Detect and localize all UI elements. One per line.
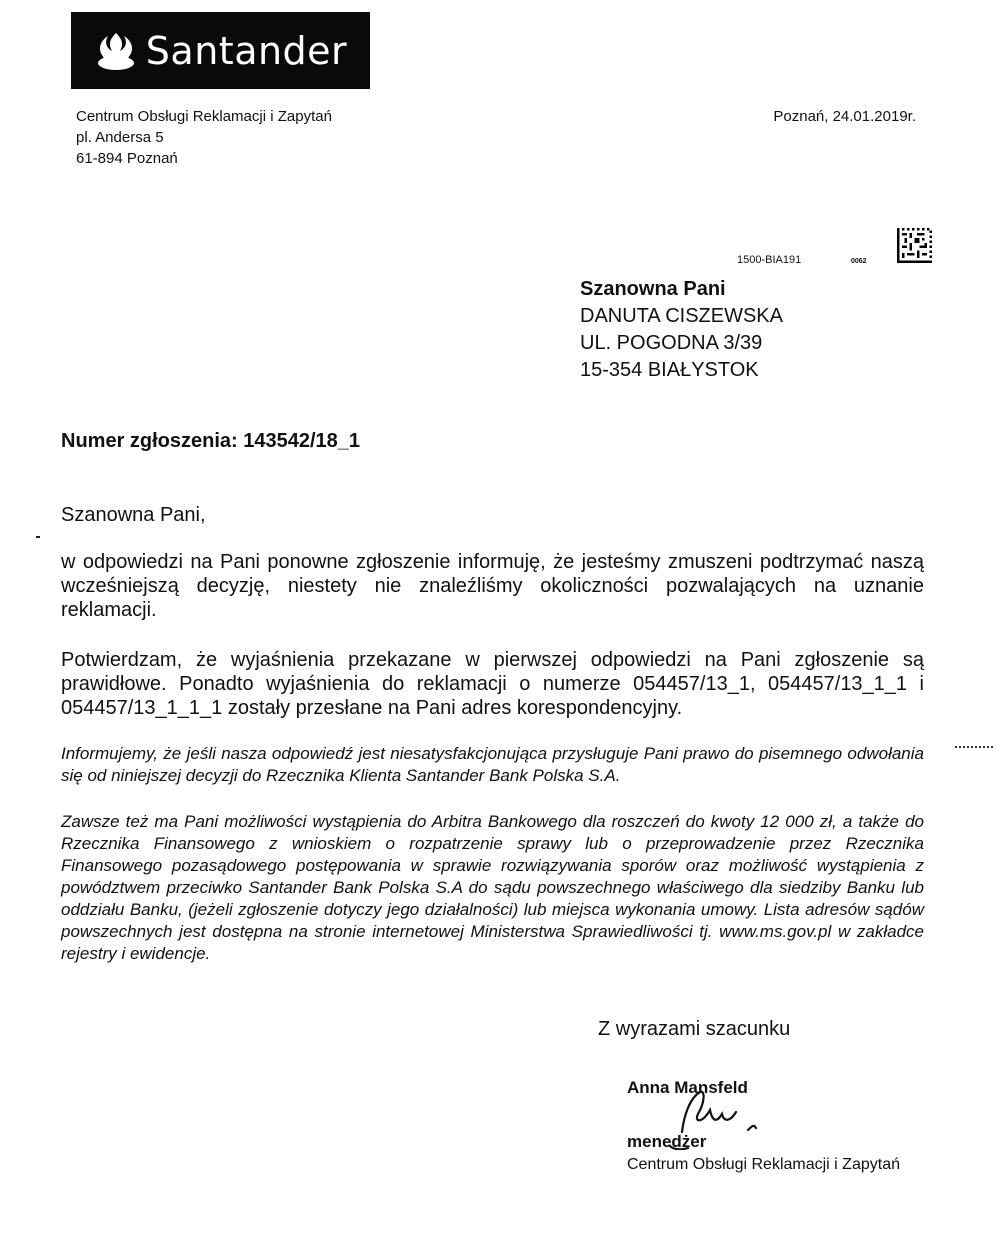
brand-name: Santander [145, 28, 348, 73]
recipient-greeting: Szanowna Pani [580, 278, 726, 300]
recipient-city: 15-354 BIAŁYSTOK [580, 359, 759, 381]
santander-logo [71, 12, 370, 89]
handwritten-signature [612, 1070, 772, 1150]
body-paragraph-3: Informujemy, że jeśli nasza odpowiedź jest niesatysfakcjonująca przysługuje Pani prawo do pisemnego odwołania się od niniejszej decyzji do Rzecznika Klienta Santander Bank Polska S.A. [61, 744, 924, 785]
margin-dots [955, 746, 993, 748]
signatory-name: Anna Mansfeld [627, 1078, 748, 1097]
ticket-number: Numer zgłoszenia: 143542/18_1 [61, 430, 361, 452]
margin-mark [36, 536, 40, 538]
reference-code: 1500-BIA191 [737, 254, 802, 266]
body-paragraph-4: Zawsze też ma Pani możliwości wystąpienia do Arbitra Bankowego dla roszczeń do kwoty 12 000 zł, a także do Rzecznika Finansowego z wnioskiem o rozpatrzenie sprawy lub o przeprowadzenie przez Rzecznika Finansowego pozasądowego postępowania w sprawie rozwiązywania sporów oraz możliwość wystąpienia z powództwem przeciwko Santander Bank Polska S.A do sądu powszechnego właściwego dla siedziby Banku lub oddziału Banku, (jeżeli zgłoszenie dotyczy jego działalności) lub miejsca wykonania umowy. Lista adresów sądów powszechnych jest dostępna na stronie internetowej Ministerstwa Sprawiedliwości tj. www.ms.gov.pl w zakładce rejestry i ewidencje. [61, 812, 924, 963]
sender-line-1: Centrum Obsługi Reklamacji i Zapytań [76, 108, 332, 125]
body-paragraph-1: w odpowiedzi na Pani ponowne zgłoszenie informuję, że jesteśmy zmuszeni podtrzymać naszą wcześniejszą decyzję, niestety nie znaleźliśmy okoliczności pozwalających na uznanie reklamacji. [61, 551, 924, 621]
body-paragraph-2: Potwierdzam, że wyjaśnienia przekazane w pierwszej odpowiedzi na Pani zgłoszenie są prawidłowe. Ponadto wyjaśnienia do reklamacji o numerze 054457/13_1, 054457/13_1_1 i 054457/13_1_1_1 zostały przesłane na Pani adres korespondencyjny. [61, 649, 924, 719]
datamatrix-icon [897, 228, 932, 263]
salutation: Szanowna Pani, [61, 504, 206, 526]
closing: Z wyrazami szacunku [598, 1018, 791, 1040]
sender-address [76, 106, 332, 169]
recipient-address [580, 276, 783, 384]
signatory-department: Centrum Obsługi Reklamacji i Zapytań [627, 1156, 900, 1173]
letter-date: Poznań, 24.01.2019r. [773, 108, 916, 125]
signatory-role: menedżer [627, 1132, 707, 1151]
reference-seq: 0062 [851, 258, 867, 265]
sender-line-3: 61-894 Poznań [76, 150, 178, 167]
flame-icon [94, 29, 138, 73]
recipient-street: UL. POGODNA 3/39 [580, 332, 763, 354]
sender-line-2: pl. Andersa 5 [76, 129, 164, 146]
recipient-name: DANUTA CISZEWSKA [580, 305, 783, 327]
